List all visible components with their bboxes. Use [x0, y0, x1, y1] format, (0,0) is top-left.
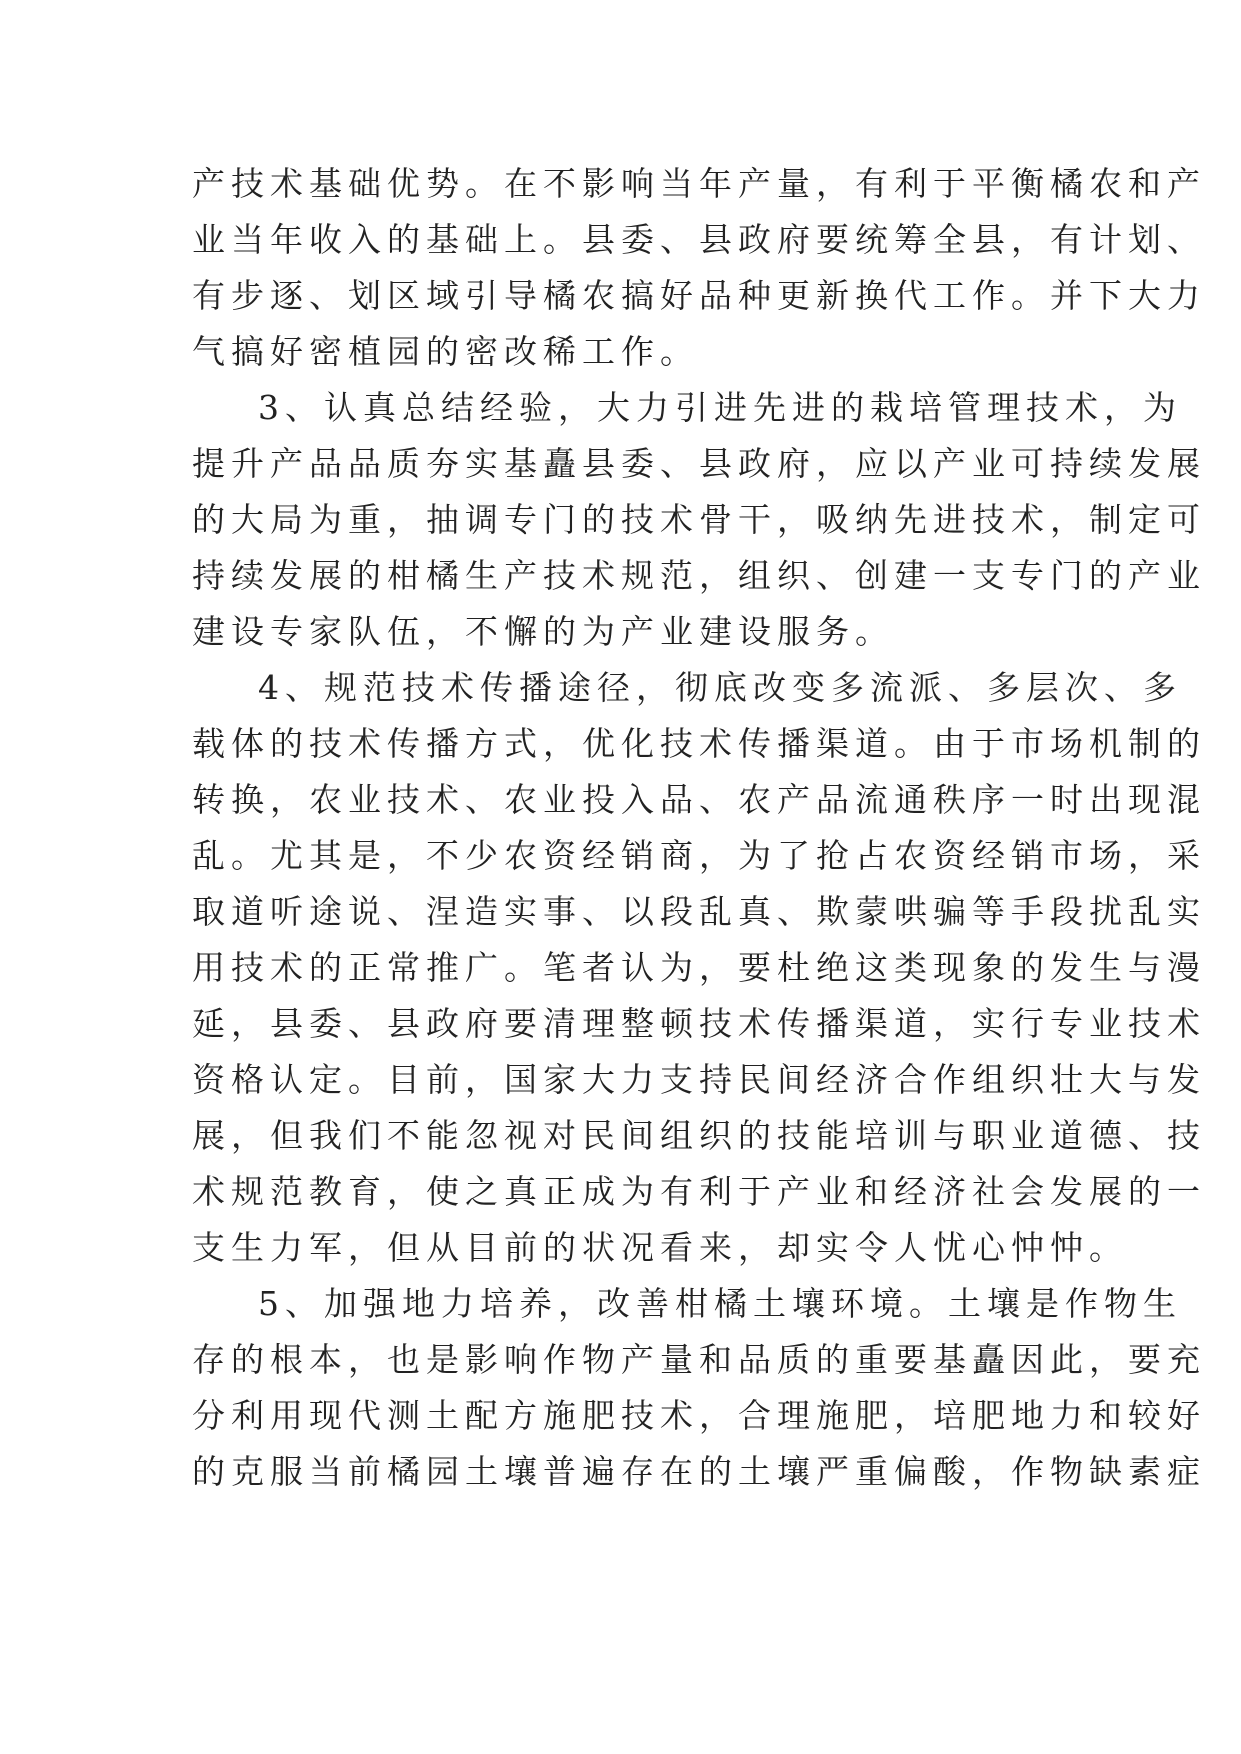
text-line: 支生力军，但从目前的状况看来，却实令人忧心忡忡。 [192, 1228, 1128, 1267]
text-line: 分利用现代测土配方施肥技术，合理施肥，培肥地力和较好 [192, 1396, 1206, 1435]
text-line: 的克服当前橘园土壤普遍存在的土壤严重偏酸，作物缺素症 [192, 1452, 1206, 1491]
text-line: 转换，农业技术、农业投入品、农产品流通秩序一时出现混 [192, 780, 1206, 819]
text-line: 术规范教育，使之真正成为有利于产业和经济社会发展的一 [192, 1172, 1206, 1211]
text-line: 的大局为重，抽调专门的技术骨干，吸纳先进技术，制定可 [192, 500, 1206, 539]
text-line: 展，但我们不能忽视对民间组织的技能培训与职业道德、技 [192, 1116, 1206, 1155]
text-line: 用技术的正常推广。笔者认为，要杜绝这类现象的发生与漫 [192, 948, 1206, 987]
text-line: 建设专家队伍，不懈的为产业建设服务。 [192, 612, 894, 651]
text-line: 气搞好密植园的密改稀工作。 [192, 332, 699, 371]
paragraph-4-start: 4、规范技术传播途径，彻底改变多流派、多层次、多 [258, 668, 1182, 707]
text-line: 提升产品品质夯实基矗县委、县政府，应以产业可持续发展 [192, 444, 1206, 483]
text-line: 乱。尤其是，不少农资经销商，为了抢占农资经销市场，采 [192, 836, 1206, 875]
document-body [192, 156, 1206, 1500]
text-line: 有步逐、划区域引导橘农搞好品种更新换代工作。并下大力 [192, 276, 1206, 315]
text-line: 载体的技术传播方式，优化技术传播渠道。由于市场机制的 [192, 724, 1206, 763]
text-line: 产技术基础优势。在不影响当年产量，有利于平衡橘农和产 [192, 164, 1206, 203]
text-line: 延，县委、县政府要清理整顿技术传播渠道，实行专业技术 [192, 1004, 1206, 1043]
text-line: 取道听途说、涅造实事、以段乱真、欺蒙哄骗等手段扰乱实 [192, 892, 1206, 931]
text-line: 持续发展的柑橘生产技术规范，组织、创建一支专门的产业 [192, 556, 1206, 595]
paragraph-3-start: 3、认真总结经验，大力引进先进的栽培管理技术，为 [258, 388, 1182, 427]
text-line: 资格认定。目前，国家大力支持民间经济合作组织壮大与发 [192, 1060, 1206, 1099]
text-line: 存的根本，也是影响作物产量和品质的重要基矗因此，要充 [192, 1340, 1206, 1379]
paragraph-5-start: 5、加强地力培养，改善柑橘土壤环境。土壤是作物生 [258, 1284, 1182, 1323]
text-line: 业当年收入的基础上。县委、县政府要统筹全县，有计划、 [192, 220, 1206, 259]
